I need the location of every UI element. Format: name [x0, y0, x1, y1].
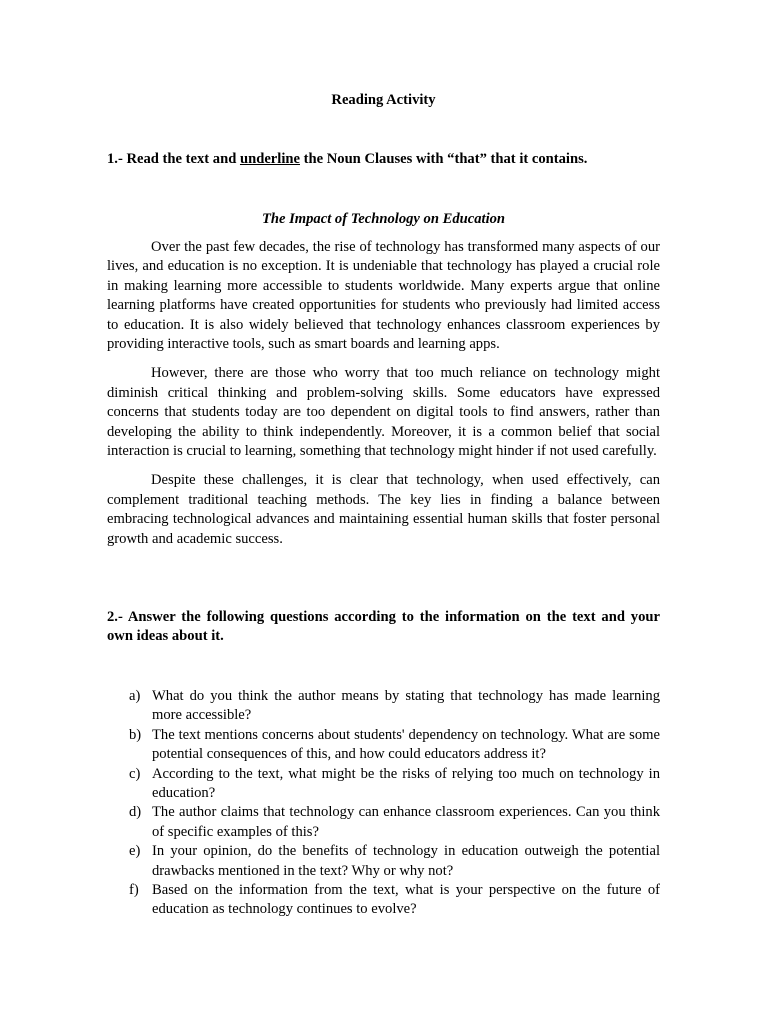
question-item-d [107, 803, 660, 842]
question-letter: d) [129, 804, 142, 821]
question-letter: c) [129, 765, 141, 782]
reading-text-body [107, 238, 660, 559]
question-item-b [107, 726, 660, 765]
question-letter: e) [129, 843, 141, 860]
instruction-2: 2.- Answer the following questions according to the information on the text and your own ideas about it. [107, 609, 660, 645]
document-page [107, 0, 660, 1024]
question-text: The text mentions concerns about students' dependency on technology. What are some potential consequences of this, and how could educators address it? [152, 726, 660, 763]
question-text: In your opinion, do the benefits of technology in education outweigh the potential drawbacks mentioned in the text? Why or why not? [152, 843, 660, 879]
paragraph-1: Over the past few decades, the rise of technology has transformed many aspects of our lives, and education is no exception. It is undeniable that technology has played a crucial role in making learning more accessible to students worldwide. Many experts argue that online learning platforms have created opportunities for students who previously had limited access to education. It is also widely believed that technology enhances classroom experiences by providing interactive tools, such as smart boards and learning apps. [107, 239, 660, 353]
question-letter: b) [129, 726, 142, 743]
question-item-e [107, 842, 660, 881]
question-text: According to the text, what might be the risks of relying too much on technology in education? [152, 765, 660, 802]
paragraph-3: Despite these challenges, it is clear that technology, when used effectively, can complement traditional teaching methods. The key lies in finding a balance between embracing technological advances and maintaining essential human skills that foster personal growth and academic success. [107, 472, 660, 547]
question-text: The author claims that technology can enhance classroom experiences. Can you think of specific examples of this? [152, 804, 660, 840]
question-item-a [107, 687, 660, 726]
instruction-1-part2: the Noun Clauses with “that” that it contains. [299, 151, 588, 167]
paragraph-2: However, there are those who worry that too much reliance on technology might diminish critical thinking and problem-solving skills. Some educators have expressed concerns that students today are too dependent on digital tools to find answers, rather than developing the ability to think independently. Moreover, it is a common belief that social interaction is crucial to learning, something that technology might hinder if not used carefully. [107, 365, 660, 460]
instruction-1-underlined-word: underline [239, 151, 300, 167]
question-text: What do you think the author means by stating that technology has made learning more accessible? [152, 688, 660, 724]
question-list [107, 687, 660, 920]
question-item-f [107, 881, 660, 920]
question-item-c [107, 765, 660, 804]
instruction-1-part1: 1.- Read the text and [107, 151, 240, 167]
instruction-1 [107, 150, 660, 169]
question-letter: f) [129, 882, 139, 899]
document-title: Reading Activity [331, 92, 436, 108]
reading-text-title: The Impact of Technology on Education [261, 211, 506, 227]
question-text: Based on the information from the text, what is your perspective on the future of education as technology continues to evolve? [152, 882, 660, 918]
question-letter: a) [129, 688, 141, 704]
